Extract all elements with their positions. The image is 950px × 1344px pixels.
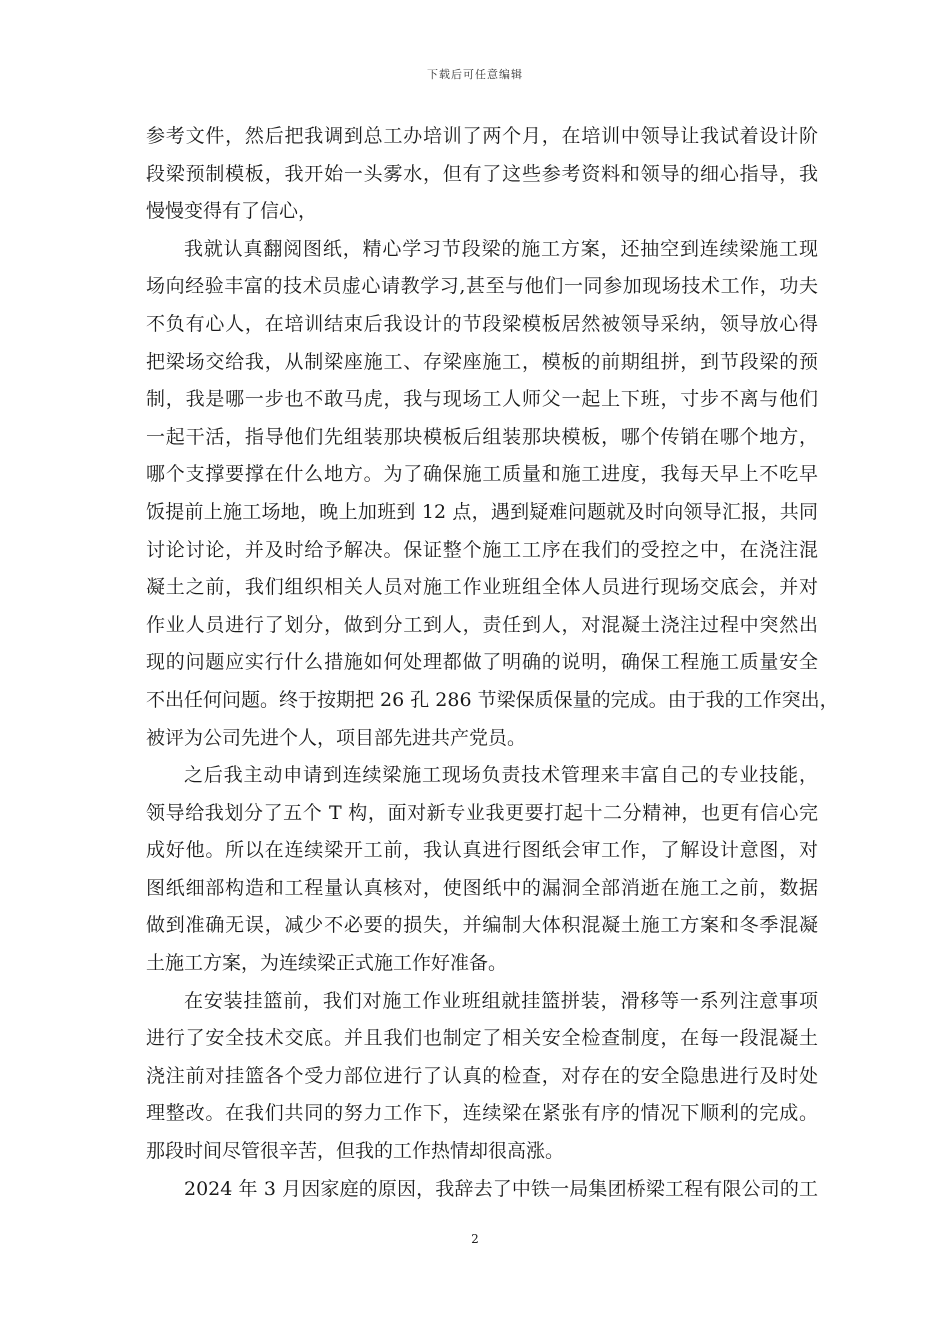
text-line: 制，我是哪一步也不敢马虎，我与现场工人师父一起上下班，寸步不离与他们 — [146, 388, 818, 411]
text-line: 凝土之前，我们组织相关人员对施工作业班组全体人员进行现场交底会，并对 — [146, 576, 818, 599]
page-header: 下载后可任意编辑 — [427, 68, 523, 81]
text-line: 段梁预制模板，我开始一头雾水，但有了这些参考资料和领导的细心指导，我 — [146, 162, 818, 185]
text-line: 讨论讨论，并及时给予解决。保证整个施工工序在我们的受控之中，在浇注混 — [146, 538, 818, 561]
paragraph-first-line: 2024 年 3 月因家庭的原因，我辞去了中铁一局集团桥梁工程有限公司的工 — [184, 1177, 818, 1200]
text-line: 不负有心人，在培训结束后我设计的节段梁模板居然被领导采纳，领导放心得 — [146, 312, 818, 335]
text-line: 哪个支撑要撑在什么地方。为了确保施工质量和施工进度，我每天早上不吃早 — [146, 463, 818, 486]
text-line: 进行了安全技术交底。并且我们也制定了相关安全检查制度，在每一段混凝土 — [146, 1027, 818, 1050]
text-line: 饭提前上施工场地，晚上加班到 12 点，遇到疑难问题就及时向领导汇报，共同 — [146, 500, 818, 523]
text-line: 不出任何问题。终于按期把 26 孔 286 节梁保质保量的完成。由于我的工作突出， — [146, 688, 839, 711]
text-line: 把梁场交给我，从制梁座施工、存梁座施工，模板的前期组拼，到节段梁的预 — [146, 350, 818, 373]
text-line: 理整改。在我们共同的努力工作下，连续梁在紧张有序的情况下顺利的完成。 — [146, 1102, 818, 1125]
text-line: 作业人员进行了划分，做到分工到人，责任到人，对混凝土浇注过程中突然出 — [146, 613, 818, 636]
paragraph-first-line: 之后我主动申请到连续梁施工现场负责技术管理来丰富自己的专业技能， — [184, 764, 818, 787]
text-line: 领导给我划分了五个 T 构，面对新专业我更要打起十二分精神，也更有信心完 — [146, 801, 818, 824]
text-line: 成好他。所以在连续梁开工前，我认真进行图纸会审工作，了解设计意图，对 — [146, 839, 818, 862]
paragraph-first-line: 在安装挂篮前，我们对施工作业班组就挂篮拼装，滑移等一系列注意事项 — [184, 989, 818, 1012]
text-line: 慢慢变得有了信心， — [146, 200, 318, 223]
text-line: 浇注前对挂篮各个受力部位进行了认真的检查，对存在的安全隐患进行及时处 — [146, 1064, 818, 1087]
paragraph-first-line: 我就认真翻阅图纸，精心学习节段梁的施工方案，还抽空到连续梁施工现 — [184, 237, 818, 260]
text-line: 那段时间尽管很辛苦，但我的工作热情却很高涨。 — [146, 1140, 565, 1163]
text-line: 现的问题应实行什么措施如何处理都做了明确的说明，确保工程施工质量安全 — [146, 651, 818, 674]
document-body — [146, 118, 839, 1208]
text-line: 参考文件，然后把我调到总工办培训了两个月，在培训中领导让我试着设计阶 — [146, 125, 818, 147]
text-line: 被评为公司先进个人，项目部先进共产党员。 — [146, 726, 527, 749]
text-line: 一起干活，指导他们先组装那块模板后组装那块模板，哪个传销在哪个地方， — [146, 425, 818, 448]
text-line: 图纸细部构造和工程量认真核对，使图纸中的漏洞全部消逝在施工之前，数据 — [146, 876, 818, 899]
page-number: 2 — [471, 1232, 479, 1246]
text-line: 做到准确无误，减少不必要的损失，并编制大体积混凝土施工方案和冬季混凝 — [146, 914, 818, 937]
text-line: 土施工方案，为连续梁正式施工作好准备。 — [146, 952, 508, 975]
text-line: 场向经验丰富的技术员虚心请教学习,甚至与他们一同参加现场技术工作，功夫 — [146, 275, 818, 298]
